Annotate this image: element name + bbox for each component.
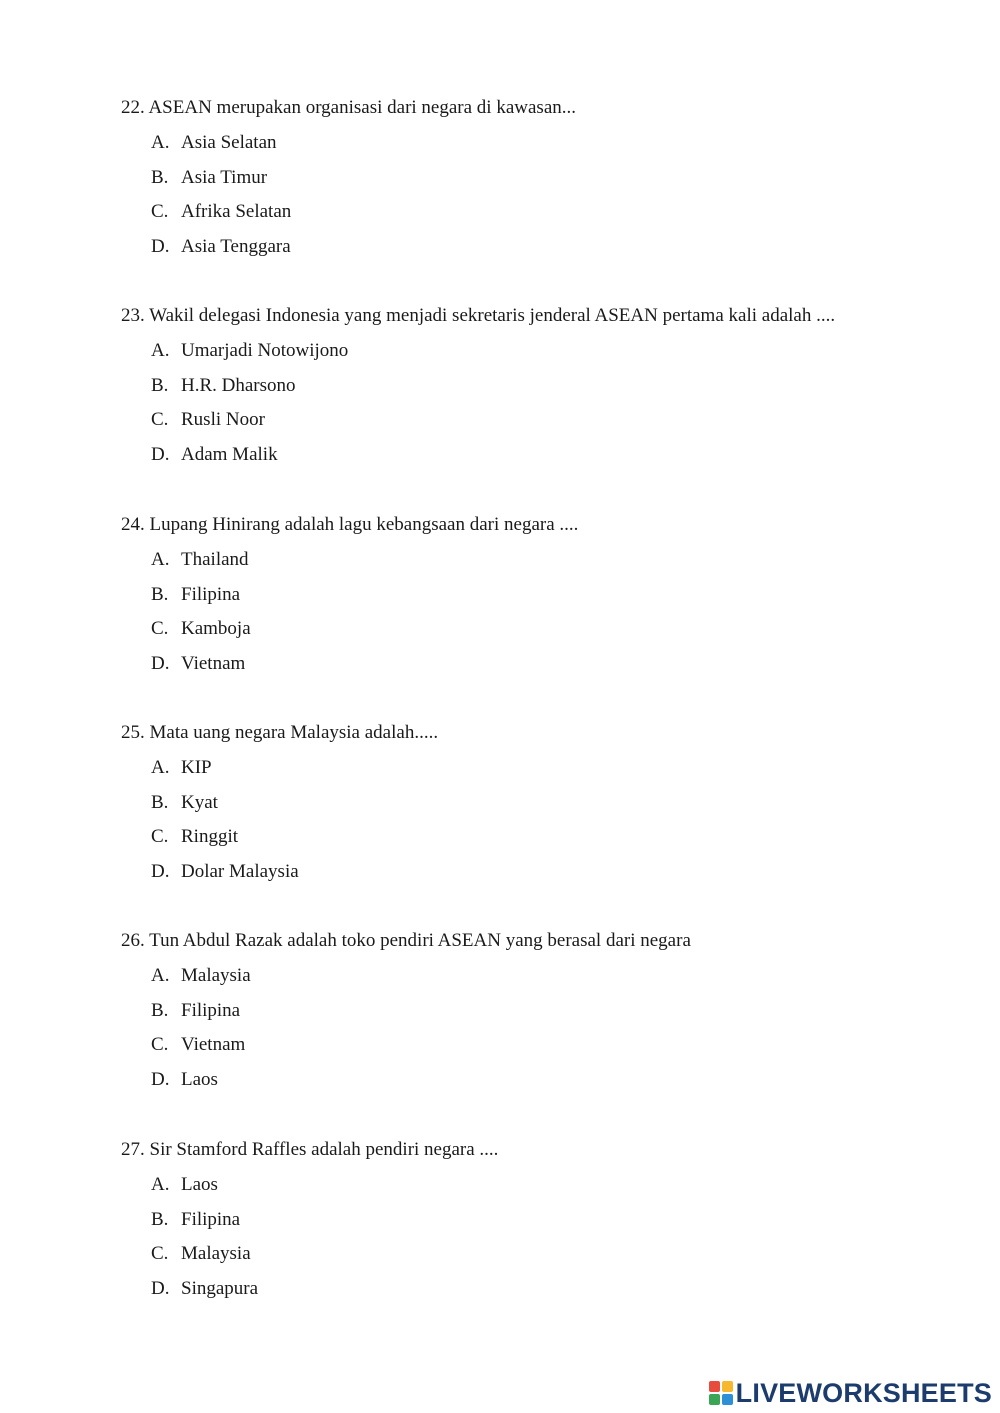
option-a[interactable] (151, 964, 941, 988)
option-list (151, 1173, 941, 1301)
option-text: Laos (181, 1069, 218, 1091)
option-letter: C. (151, 1243, 169, 1265)
option-letter: B. (151, 999, 169, 1021)
option-list (151, 131, 941, 259)
option-a[interactable] (151, 131, 941, 155)
option-letter: A. (151, 1174, 170, 1195)
option-d[interactable] (151, 443, 941, 467)
option-letter: C. (151, 409, 169, 431)
option-text: Malaysia (181, 1243, 251, 1265)
logo-tile (722, 1381, 733, 1392)
option-b[interactable] (151, 166, 941, 190)
option-c[interactable] (151, 1242, 941, 1266)
option-letter: D. (151, 861, 170, 883)
question-22 (121, 96, 941, 270)
question-25 (121, 721, 941, 895)
option-c[interactable] (151, 1033, 941, 1057)
option-b[interactable] (151, 999, 941, 1023)
option-b[interactable] (151, 791, 941, 815)
question-24 (121, 513, 941, 687)
option-text: Rusli Noor (181, 409, 265, 431)
question-text: 26. Tun Abdul Razak adalah toko pendiri ASEAN yang berasal dari negara (121, 930, 691, 951)
logo-tile (722, 1394, 733, 1405)
option-letter: B. (151, 374, 169, 396)
option-text: Asia Timur (181, 166, 268, 188)
option-text: Kyat (181, 791, 218, 813)
option-c[interactable] (151, 408, 941, 432)
option-letter: D. (151, 653, 170, 675)
option-d[interactable] (151, 652, 941, 676)
option-c[interactable] (151, 200, 941, 224)
option-letter: A. (151, 757, 170, 778)
option-d[interactable] (151, 1277, 941, 1301)
option-text: Vietnam (181, 1034, 246, 1056)
option-b[interactable] (151, 1208, 941, 1232)
option-letter: A. (151, 965, 170, 986)
option-text: Thailand (181, 549, 249, 570)
option-letter: B. (151, 1208, 169, 1230)
option-c[interactable] (151, 825, 941, 849)
option-b[interactable] (151, 374, 941, 398)
option-letter: A. (151, 132, 170, 153)
option-text: Asia Selatan (181, 132, 277, 153)
question-27 (121, 1138, 941, 1312)
logo-tile (709, 1381, 720, 1392)
option-letter: C. (151, 1034, 169, 1056)
option-letter: B. (151, 166, 169, 188)
logo-tile (709, 1394, 720, 1405)
option-a[interactable] (151, 339, 941, 363)
option-letter: D. (151, 236, 170, 258)
option-text: Filipina (181, 1208, 241, 1230)
question-text: 24. Lupang Hinirang adalah lagu kebangsaan dari negara .... (121, 514, 579, 535)
option-letter: A. (151, 549, 170, 570)
option-text: Kamboja (181, 618, 251, 640)
option-text: Filipina (181, 583, 241, 605)
option-letter: D. (151, 1278, 170, 1300)
question-26 (121, 929, 941, 1103)
option-text: Filipina (181, 999, 241, 1021)
option-text: Ringgit (181, 826, 239, 848)
option-letter: B. (151, 583, 169, 605)
option-a[interactable] (151, 548, 941, 572)
option-a[interactable] (151, 1173, 941, 1197)
option-letter: C. (151, 201, 169, 223)
option-text: Dolar Malaysia (181, 861, 299, 883)
option-letter: C. (151, 618, 169, 640)
option-c[interactable] (151, 617, 941, 641)
liveworksheets-logo[interactable] (709, 1376, 992, 1410)
option-text: KIP (181, 757, 212, 778)
option-d[interactable] (151, 860, 941, 884)
question-text: 22. ASEAN merupakan organisasi dari negara di kawasan... (121, 97, 576, 118)
question-text: 25. Mata uang negara Malaysia adalah..... (121, 722, 439, 743)
option-text: Singapura (181, 1278, 259, 1300)
option-b[interactable] (151, 583, 941, 607)
option-d[interactable] (151, 235, 941, 259)
liveworksheets-logo-icon (709, 1381, 733, 1405)
option-text: Malaysia (181, 965, 251, 986)
question-text: 23. Wakil delegasi Indonesia yang menjadi sekretaris jenderal ASEAN pertama kali adalah .... (121, 305, 836, 326)
option-list (151, 756, 941, 884)
option-list (151, 339, 941, 467)
option-letter: D. (151, 444, 170, 466)
logo-text: LIVEWORKSHEETS (735, 1377, 992, 1408)
option-a[interactable] (151, 756, 941, 780)
question-23 (121, 304, 941, 478)
option-list (151, 548, 941, 676)
option-list (151, 964, 941, 1092)
option-text: Afrika Selatan (181, 201, 292, 223)
option-d[interactable] (151, 1068, 941, 1092)
option-text: Vietnam (181, 653, 246, 675)
option-letter: D. (151, 1069, 170, 1091)
option-text: Asia Tenggara (181, 236, 291, 258)
option-text: Laos (181, 1174, 218, 1195)
option-letter: B. (151, 791, 169, 813)
option-letter: C. (151, 826, 169, 848)
question-text: 27. Sir Stamford Raffles adalah pendiri negara .... (121, 1139, 499, 1160)
option-text: H.R. Dharsono (181, 374, 296, 396)
option-letter: A. (151, 340, 170, 361)
option-text: Umarjadi Notowijono (181, 340, 349, 361)
option-text: Adam Malik (181, 444, 278, 466)
